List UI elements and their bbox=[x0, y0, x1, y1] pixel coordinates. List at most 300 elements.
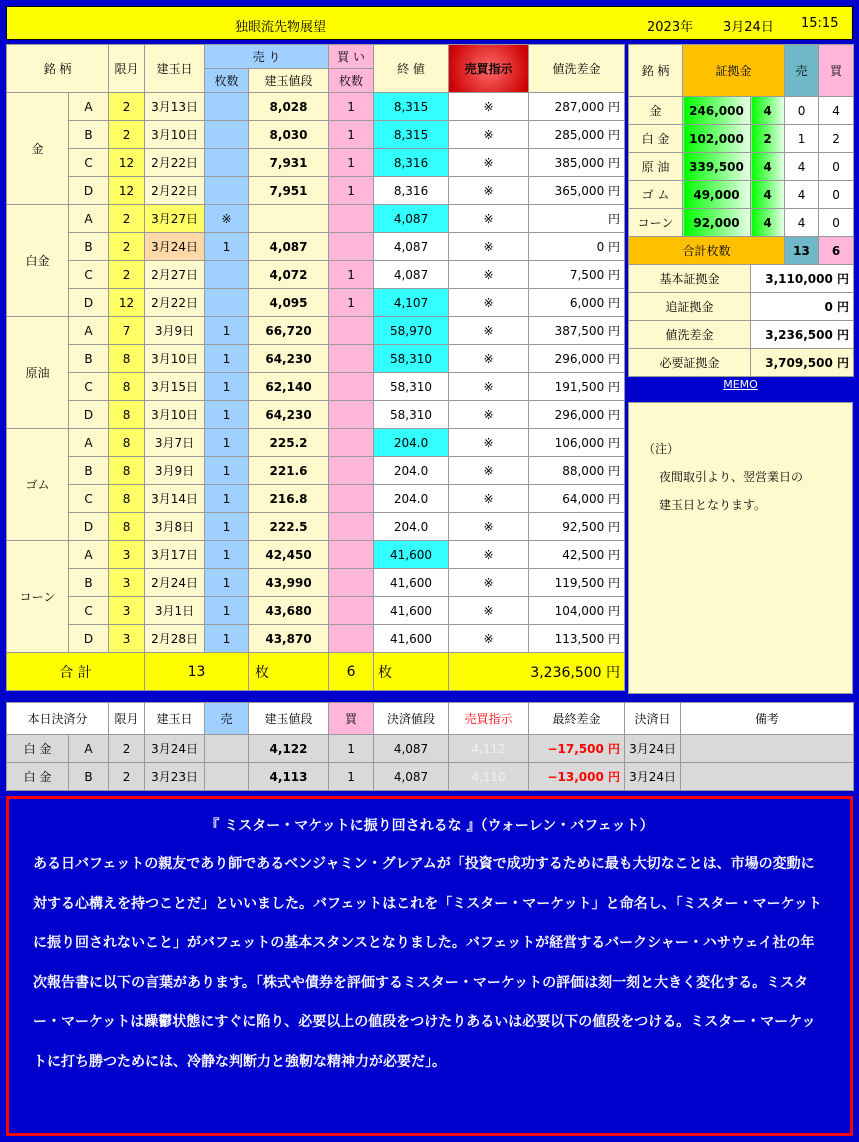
open-date: 2月22日 bbox=[145, 289, 205, 317]
open-date: 3月9日 bbox=[145, 457, 205, 485]
trade-signal: ※ bbox=[449, 485, 529, 513]
mark-to-market: 6,000 円 bbox=[529, 289, 625, 317]
sell-qty bbox=[205, 261, 249, 289]
mark-to-market: 7,500 円 bbox=[529, 261, 625, 289]
side-col-uri: 売 bbox=[785, 45, 819, 97]
col-meigara: 銘 柄 bbox=[7, 45, 109, 93]
memo-panel bbox=[628, 402, 853, 694]
contract-key: D bbox=[69, 513, 109, 541]
trade-signal: ※ bbox=[449, 205, 529, 233]
contract-month: 3 bbox=[109, 541, 145, 569]
open-date: 3月10日 bbox=[145, 401, 205, 429]
side-col-shokokin: 証拠金 bbox=[683, 45, 785, 97]
settle-col-8: 売買指示 bbox=[449, 703, 529, 735]
buy-qty bbox=[329, 401, 374, 429]
close-price: 58,310 bbox=[374, 345, 449, 373]
open-price: 222.5 bbox=[249, 513, 329, 541]
trade-signal: ※ bbox=[449, 345, 529, 373]
side-buy: 4 bbox=[819, 97, 854, 125]
settle-col-6: 買 bbox=[329, 703, 374, 735]
buy-qty bbox=[329, 205, 374, 233]
settle-buy: 1 bbox=[329, 735, 374, 763]
summary-label: 値洗差金 bbox=[629, 321, 751, 349]
col-gengetsu: 限月 bbox=[109, 45, 145, 93]
buy-qty: 1 bbox=[329, 93, 374, 121]
margin-amount: 102,000 bbox=[683, 125, 751, 153]
close-price: 8,316 bbox=[374, 177, 449, 205]
settle-open-price: 4,113 bbox=[249, 763, 329, 791]
buy-qty bbox=[329, 429, 374, 457]
open-price: 66,720 bbox=[249, 317, 329, 345]
mark-to-market: 92,500 円 bbox=[529, 513, 625, 541]
trade-signal: ※ bbox=[449, 625, 529, 653]
contract-month: 12 bbox=[109, 177, 145, 205]
table-row bbox=[7, 121, 625, 149]
table-row bbox=[7, 149, 625, 177]
settle-col-9: 最終差金 bbox=[529, 703, 625, 735]
mark-to-market: 42,500 円 bbox=[529, 541, 625, 569]
table-row bbox=[7, 373, 625, 401]
commodity-name: 原油 bbox=[7, 317, 69, 429]
settle-row bbox=[7, 735, 854, 763]
col-tate-nedan: 建玉値段 bbox=[249, 69, 329, 93]
table-row bbox=[7, 401, 625, 429]
open-date: 3月10日 bbox=[145, 345, 205, 373]
totals-sell: 13 bbox=[145, 653, 249, 691]
side-commodity: 白 金 bbox=[629, 125, 683, 153]
mark-to-market: 287,000 円 bbox=[529, 93, 625, 121]
open-date: 3月8日 bbox=[145, 513, 205, 541]
sell-qty bbox=[205, 93, 249, 121]
mark-to-market: 387,500 円 bbox=[529, 317, 625, 345]
mark-to-market: 113,500 円 bbox=[529, 625, 625, 653]
contract-month: 3 bbox=[109, 597, 145, 625]
open-price: 42,450 bbox=[249, 541, 329, 569]
contract-month: 8 bbox=[109, 485, 145, 513]
contract-key: B bbox=[69, 569, 109, 597]
side-total-buy: 6 bbox=[819, 237, 854, 265]
margin-count: 4 bbox=[751, 97, 785, 125]
side-row bbox=[629, 125, 854, 153]
margin-amount: 92,000 bbox=[683, 209, 751, 237]
side-commodity: 原 油 bbox=[629, 153, 683, 181]
trade-signal: ※ bbox=[449, 457, 529, 485]
settle-row bbox=[7, 763, 854, 791]
open-price: 225.2 bbox=[249, 429, 329, 457]
open-date: 2月22日 bbox=[145, 149, 205, 177]
contract-key: C bbox=[69, 149, 109, 177]
table-row bbox=[7, 317, 625, 345]
close-price: 204.0 bbox=[374, 429, 449, 457]
summary-label: 基本証拠金 bbox=[629, 265, 751, 293]
open-date: 3月17日 bbox=[145, 541, 205, 569]
buy-qty bbox=[329, 625, 374, 653]
settle-commodity: 白 金 bbox=[7, 763, 69, 791]
open-date: 2月28日 bbox=[145, 625, 205, 653]
settle-open-date: 3月23日 bbox=[145, 763, 205, 791]
commodity-name: コーン bbox=[7, 541, 69, 653]
close-price: 41,600 bbox=[374, 569, 449, 597]
summary-row bbox=[629, 349, 854, 377]
close-price: 41,600 bbox=[374, 597, 449, 625]
open-date: 2月27日 bbox=[145, 261, 205, 289]
quote-body: ある日バフェットの親友であり師であるベンジャミン・グレアムが「投資で成功するために最も大切なことは、市場の変動に対する心構えを持つことだ」といいました。バフェットはこれを「ミスター・マーケット」と命名し、「ミスター・マーケットに振り回されないこと」がバフェットの基本スタンスとなりました。バフェットが経営するバークシャー・ハサウェイ社の年次報告書に以下の言葉があります。「株式や債券を評価するミスター・マーケットの評価は刻一刻と大きく変化する。ミスター・マーケットは躁鬱状態にすぐに陥り、必要以上の値段をつけたりあるいは必要以下の値段をつける。ミスター・マーケットに打ち勝つためには、冷静な判断力と強靭な精神力が必要だ」。 bbox=[33, 856, 822, 1070]
contract-key: D bbox=[69, 177, 109, 205]
buy-qty bbox=[329, 373, 374, 401]
settle-note bbox=[681, 735, 854, 763]
sell-qty: 1 bbox=[205, 513, 249, 541]
sell-qty: 1 bbox=[205, 401, 249, 429]
margin-amount: 339,500 bbox=[683, 153, 751, 181]
mark-to-market: 296,000 円 bbox=[529, 401, 625, 429]
close-price: 204.0 bbox=[374, 485, 449, 513]
header-time: 15:15 bbox=[801, 16, 839, 31]
close-price: 41,600 bbox=[374, 625, 449, 653]
settle-col-1: 本日決済分 bbox=[7, 703, 109, 735]
table-row bbox=[7, 93, 625, 121]
mark-to-market: 285,000 円 bbox=[529, 121, 625, 149]
sell-qty: 1 bbox=[205, 541, 249, 569]
memo-link[interactable]: MEMO bbox=[723, 378, 758, 391]
mark-to-market: 0 円 bbox=[529, 233, 625, 261]
sell-qty: 1 bbox=[205, 429, 249, 457]
open-price: 43,990 bbox=[249, 569, 329, 597]
open-date: 3月15日 bbox=[145, 373, 205, 401]
col-owarine: 終 値 bbox=[374, 45, 449, 93]
memo-line-1: 夜間取引より、翌営業日の bbox=[659, 470, 804, 484]
contract-month: 8 bbox=[109, 401, 145, 429]
side-buy: 0 bbox=[819, 209, 854, 237]
contract-key: A bbox=[69, 429, 109, 457]
contract-month: 2 bbox=[109, 121, 145, 149]
trade-signal: ※ bbox=[449, 149, 529, 177]
contract-month: 8 bbox=[109, 429, 145, 457]
margin-amount: 49,000 bbox=[683, 181, 751, 209]
settle-final-diff: −17,500 円 bbox=[529, 735, 625, 763]
margin-amount: 246,000 bbox=[683, 97, 751, 125]
open-price bbox=[249, 205, 329, 233]
settle-signal: 4,112 bbox=[449, 735, 529, 763]
settle-date: 3月24日 bbox=[625, 735, 681, 763]
sell-qty: 1 bbox=[205, 485, 249, 513]
contract-month: 2 bbox=[109, 93, 145, 121]
contract-key: D bbox=[69, 289, 109, 317]
side-row bbox=[629, 181, 854, 209]
table-row bbox=[7, 513, 625, 541]
table-row bbox=[7, 569, 625, 597]
buy-qty bbox=[329, 513, 374, 541]
sell-qty: 1 bbox=[205, 317, 249, 345]
buy-qty bbox=[329, 345, 374, 373]
contract-month: 2 bbox=[109, 205, 145, 233]
contract-key: B bbox=[69, 345, 109, 373]
buy-qty bbox=[329, 541, 374, 569]
sell-qty: 1 bbox=[205, 569, 249, 597]
sell-qty: 1 bbox=[205, 373, 249, 401]
buy-qty: 1 bbox=[329, 177, 374, 205]
open-date: 3月10日 bbox=[145, 121, 205, 149]
side-buy: 0 bbox=[819, 181, 854, 209]
mark-to-market: 64,000 円 bbox=[529, 485, 625, 513]
table-row bbox=[7, 457, 625, 485]
settle-close-price: 4,087 bbox=[374, 735, 449, 763]
mark-to-market: 88,000 円 bbox=[529, 457, 625, 485]
contract-key: C bbox=[69, 373, 109, 401]
contract-key: B bbox=[69, 457, 109, 485]
commodity-name: 白金 bbox=[7, 205, 69, 317]
side-sell: 4 bbox=[785, 153, 819, 181]
margin-count: 2 bbox=[751, 125, 785, 153]
buy-qty bbox=[329, 597, 374, 625]
sell-qty: 1 bbox=[205, 597, 249, 625]
side-row bbox=[629, 209, 854, 237]
side-sell: 4 bbox=[785, 209, 819, 237]
margin-count: 4 bbox=[751, 209, 785, 237]
sell-qty: 1 bbox=[205, 345, 249, 373]
trade-signal: ※ bbox=[449, 121, 529, 149]
contract-key: D bbox=[69, 401, 109, 429]
sell-qty bbox=[205, 177, 249, 205]
side-row bbox=[629, 97, 854, 125]
title-bar bbox=[6, 6, 853, 40]
open-price: 7,931 bbox=[249, 149, 329, 177]
settle-col-10: 決済日 bbox=[625, 703, 681, 735]
col-sagaku: 値洗差金 bbox=[529, 45, 625, 93]
open-price: 221.6 bbox=[249, 457, 329, 485]
settle-month: 2 bbox=[109, 735, 145, 763]
settle-key: B bbox=[69, 763, 109, 791]
sell-qty: 1 bbox=[205, 457, 249, 485]
contract-key: B bbox=[69, 233, 109, 261]
page-title: 独眼流先物展望 bbox=[235, 20, 327, 35]
contract-key: A bbox=[69, 317, 109, 345]
open-price: 64,230 bbox=[249, 401, 329, 429]
settle-close-price: 4,087 bbox=[374, 763, 449, 791]
open-price: 64,230 bbox=[249, 345, 329, 373]
trade-signal: ※ bbox=[449, 429, 529, 457]
contract-month: 8 bbox=[109, 373, 145, 401]
open-date: 2月24日 bbox=[145, 569, 205, 597]
totals-row bbox=[7, 653, 625, 691]
close-price: 4,087 bbox=[374, 261, 449, 289]
side-sell: 1 bbox=[785, 125, 819, 153]
header-year: 2023年 bbox=[647, 20, 694, 35]
col-tategyokubi: 建玉日 bbox=[145, 45, 205, 93]
col-kai-maisu: 枚数 bbox=[329, 69, 374, 93]
buy-qty: 1 bbox=[329, 149, 374, 177]
sell-qty: ※ bbox=[205, 205, 249, 233]
open-price: 216.8 bbox=[249, 485, 329, 513]
trade-signal: ※ bbox=[449, 261, 529, 289]
contract-key: B bbox=[69, 121, 109, 149]
contract-key: A bbox=[69, 93, 109, 121]
margin-count: 4 bbox=[751, 153, 785, 181]
open-price: 4,087 bbox=[249, 233, 329, 261]
open-price: 7,951 bbox=[249, 177, 329, 205]
trade-signal: ※ bbox=[449, 317, 529, 345]
close-price: 204.0 bbox=[374, 457, 449, 485]
memo-line-2: 建玉日となります。 bbox=[659, 498, 767, 512]
table-row bbox=[7, 205, 625, 233]
summary-value: 3,110,000 円 bbox=[751, 265, 854, 293]
table-row bbox=[7, 597, 625, 625]
positions-table bbox=[6, 44, 625, 691]
totals-sell-unit: 枚 bbox=[249, 653, 329, 691]
mark-to-market: 119,500 円 bbox=[529, 569, 625, 597]
close-price: 58,310 bbox=[374, 401, 449, 429]
table-row bbox=[7, 429, 625, 457]
settle-date: 3月24日 bbox=[625, 763, 681, 791]
settle-signal: 4,110 bbox=[449, 763, 529, 791]
settle-col-7: 決済値段 bbox=[374, 703, 449, 735]
mark-to-market: 円 bbox=[529, 205, 625, 233]
table-row bbox=[7, 261, 625, 289]
settle-col-4: 売 bbox=[205, 703, 249, 735]
mark-to-market: 191,500 円 bbox=[529, 373, 625, 401]
summary-label: 必要証拠金 bbox=[629, 349, 751, 377]
side-sell: 0 bbox=[785, 97, 819, 125]
trade-signal: ※ bbox=[449, 289, 529, 317]
mark-to-market: 365,000 円 bbox=[529, 177, 625, 205]
contract-key: C bbox=[69, 261, 109, 289]
contract-month: 8 bbox=[109, 345, 145, 373]
contract-month: 12 bbox=[109, 289, 145, 317]
settle-open-date: 3月24日 bbox=[145, 735, 205, 763]
header-date: 3月24日 bbox=[723, 20, 774, 35]
contract-key: C bbox=[69, 597, 109, 625]
summary-row bbox=[629, 321, 854, 349]
sell-qty bbox=[205, 149, 249, 177]
settle-buy: 1 bbox=[329, 763, 374, 791]
memo-note: （注） bbox=[643, 442, 680, 456]
side-buy: 2 bbox=[819, 125, 854, 153]
settle-final-diff: −13,000 円 bbox=[529, 763, 625, 791]
contract-key: A bbox=[69, 541, 109, 569]
summary-label: 追証拠金 bbox=[629, 293, 751, 321]
open-price: 62,140 bbox=[249, 373, 329, 401]
side-commodity: ゴ ム bbox=[629, 181, 683, 209]
commodity-name: 金 bbox=[7, 93, 69, 205]
side-total-sell: 13 bbox=[785, 237, 819, 265]
sell-qty: 1 bbox=[205, 625, 249, 653]
contract-key: D bbox=[69, 625, 109, 653]
mark-to-market: 385,000 円 bbox=[529, 149, 625, 177]
close-price: 4,087 bbox=[374, 233, 449, 261]
settle-note bbox=[681, 763, 854, 791]
trade-signal: ※ bbox=[449, 541, 529, 569]
buy-qty bbox=[329, 569, 374, 597]
buy-qty bbox=[329, 233, 374, 261]
open-date: 3月24日 bbox=[145, 233, 205, 261]
side-commodity: コーン bbox=[629, 209, 683, 237]
sell-qty bbox=[205, 289, 249, 317]
buy-qty bbox=[329, 317, 374, 345]
close-price: 8,315 bbox=[374, 93, 449, 121]
open-price: 43,870 bbox=[249, 625, 329, 653]
open-date: 2月22日 bbox=[145, 177, 205, 205]
close-price: 41,600 bbox=[374, 541, 449, 569]
open-date: 3月9日 bbox=[145, 317, 205, 345]
trade-signal: ※ bbox=[449, 401, 529, 429]
trade-signal: ※ bbox=[449, 233, 529, 261]
trade-signal: ※ bbox=[449, 177, 529, 205]
settle-col-3: 建玉日 bbox=[145, 703, 205, 735]
side-commodity: 金 bbox=[629, 97, 683, 125]
table-row bbox=[7, 233, 625, 261]
open-price: 8,030 bbox=[249, 121, 329, 149]
summary-value: 3,236,500 円 bbox=[751, 321, 854, 349]
table-row bbox=[7, 625, 625, 653]
summary-value: 0 円 bbox=[751, 293, 854, 321]
mark-to-market: 104,000 円 bbox=[529, 597, 625, 625]
contract-key: A bbox=[69, 205, 109, 233]
contract-month: 12 bbox=[109, 149, 145, 177]
side-buy: 0 bbox=[819, 153, 854, 181]
contract-month: 8 bbox=[109, 513, 145, 541]
trade-signal: ※ bbox=[449, 513, 529, 541]
close-price: 58,310 bbox=[374, 373, 449, 401]
sell-qty bbox=[205, 121, 249, 149]
col-uri-maisu: 枚数 bbox=[205, 69, 249, 93]
settle-open-price: 4,122 bbox=[249, 735, 329, 763]
settlement-table bbox=[6, 702, 854, 791]
trade-signal: ※ bbox=[449, 569, 529, 597]
contract-month: 3 bbox=[109, 625, 145, 653]
buy-qty: 1 bbox=[329, 121, 374, 149]
margin-table bbox=[628, 44, 854, 377]
quote-box bbox=[6, 796, 853, 1136]
totals-sum: 3,236,500 円 bbox=[449, 653, 625, 691]
close-price: 58,970 bbox=[374, 317, 449, 345]
settle-sell bbox=[205, 763, 249, 791]
open-date: 3月13日 bbox=[145, 93, 205, 121]
summary-value: 3,709,500 円 bbox=[751, 349, 854, 377]
buy-qty: 1 bbox=[329, 289, 374, 317]
side-col-meigara: 銘 柄 bbox=[629, 45, 683, 97]
settle-col-5: 建玉値段 bbox=[249, 703, 329, 735]
col-uri: 売 り bbox=[205, 45, 329, 69]
totals-buy-unit: 枚 bbox=[374, 653, 449, 691]
commodity-name: ゴム bbox=[7, 429, 69, 541]
contract-month: 2 bbox=[109, 261, 145, 289]
settle-key: A bbox=[69, 735, 109, 763]
open-price: 8,028 bbox=[249, 93, 329, 121]
table-row bbox=[7, 345, 625, 373]
summary-row bbox=[629, 265, 854, 293]
trade-signal: ※ bbox=[449, 373, 529, 401]
contract-month: 7 bbox=[109, 317, 145, 345]
settle-col-11: 備考 bbox=[681, 703, 854, 735]
close-price: 4,087 bbox=[374, 205, 449, 233]
open-date: 3月27日 bbox=[145, 205, 205, 233]
totals-buy: 6 bbox=[329, 653, 374, 691]
close-price: 204.0 bbox=[374, 513, 449, 541]
side-col-kai: 買 bbox=[819, 45, 854, 97]
trade-signal: ※ bbox=[449, 597, 529, 625]
margin-count: 4 bbox=[751, 181, 785, 209]
close-price: 8,316 bbox=[374, 149, 449, 177]
close-price: 4,107 bbox=[374, 289, 449, 317]
open-date: 3月14日 bbox=[145, 485, 205, 513]
settle-month: 2 bbox=[109, 763, 145, 791]
trade-signal: ※ bbox=[449, 93, 529, 121]
quote-title: 『 ミスター・マケットに振り回されるな 』（ウォーレン・バフェット） bbox=[205, 818, 654, 834]
totals-label: 合 計 bbox=[7, 653, 145, 691]
summary-row bbox=[629, 293, 854, 321]
contract-month: 2 bbox=[109, 233, 145, 261]
buy-qty bbox=[329, 485, 374, 513]
buy-qty bbox=[329, 457, 374, 485]
